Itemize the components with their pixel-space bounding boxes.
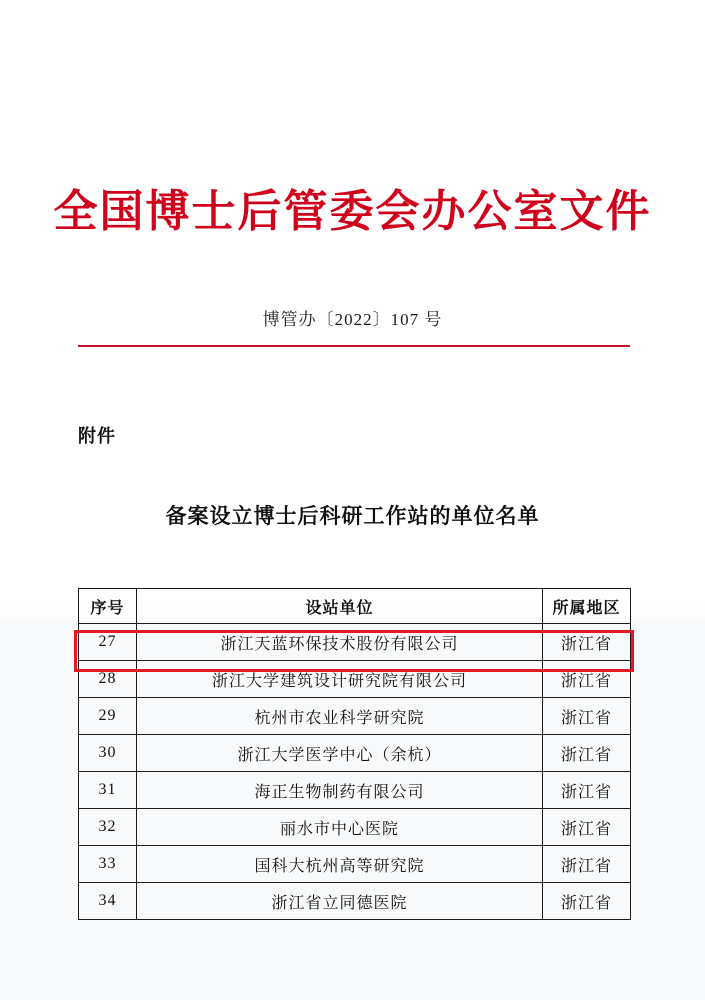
cell-region: 浙江省 (543, 883, 631, 920)
cell-index: 31 (79, 772, 137, 809)
column-header-index: 序号 (79, 589, 137, 624)
cell-unit: 浙江大学建筑设计研究院有限公司 (137, 661, 543, 698)
cell-index: 28 (79, 661, 137, 698)
cell-region: 浙江省 (543, 735, 631, 772)
table-row (79, 735, 631, 772)
column-header-region: 所属地区 (543, 589, 631, 624)
cell-region: 浙江省 (543, 661, 631, 698)
table-row (79, 661, 631, 698)
cell-unit: 浙江天蓝环保技术股份有限公司 (137, 624, 543, 661)
table-row (79, 624, 631, 661)
table-row (79, 883, 631, 920)
column-header-unit: 设站单位 (137, 589, 543, 624)
document-number: 博管办〔2022〕107 号 (262, 310, 443, 329)
cell-index: 34 (79, 883, 137, 920)
cell-region: 浙江省 (543, 772, 631, 809)
cell-index: 32 (79, 809, 137, 846)
unit-list-table (78, 588, 631, 920)
list-title: 备案设立博士后科研工作站的单位名单 (165, 504, 540, 528)
red-divider-rule (78, 345, 630, 347)
cell-unit: 国科大杭州高等研究院 (137, 846, 543, 883)
table-row (79, 772, 631, 809)
cell-region: 浙江省 (543, 846, 631, 883)
cell-index: 30 (79, 735, 137, 772)
cell-region: 浙江省 (543, 809, 631, 846)
cell-unit: 海正生物制药有限公司 (137, 772, 543, 809)
table-header-row (79, 589, 631, 624)
table-row (79, 809, 631, 846)
cell-unit: 浙江省立同德医院 (137, 883, 543, 920)
cell-region: 浙江省 (543, 698, 631, 735)
table-row (79, 846, 631, 883)
document-title: 全国博士后管委会办公室文件 (53, 187, 652, 236)
attachment-label: 附件 (78, 426, 116, 446)
cell-index: 33 (79, 846, 137, 883)
cell-index: 27 (79, 624, 137, 661)
table-body (79, 624, 631, 920)
cell-region: 浙江省 (543, 624, 631, 661)
table-row (79, 698, 631, 735)
cell-unit: 浙江大学医学中心（余杭） (137, 735, 543, 772)
cell-index: 29 (79, 698, 137, 735)
cell-unit: 丽水市中心医院 (137, 809, 543, 846)
cell-unit: 杭州市农业科学研究院 (137, 698, 543, 735)
